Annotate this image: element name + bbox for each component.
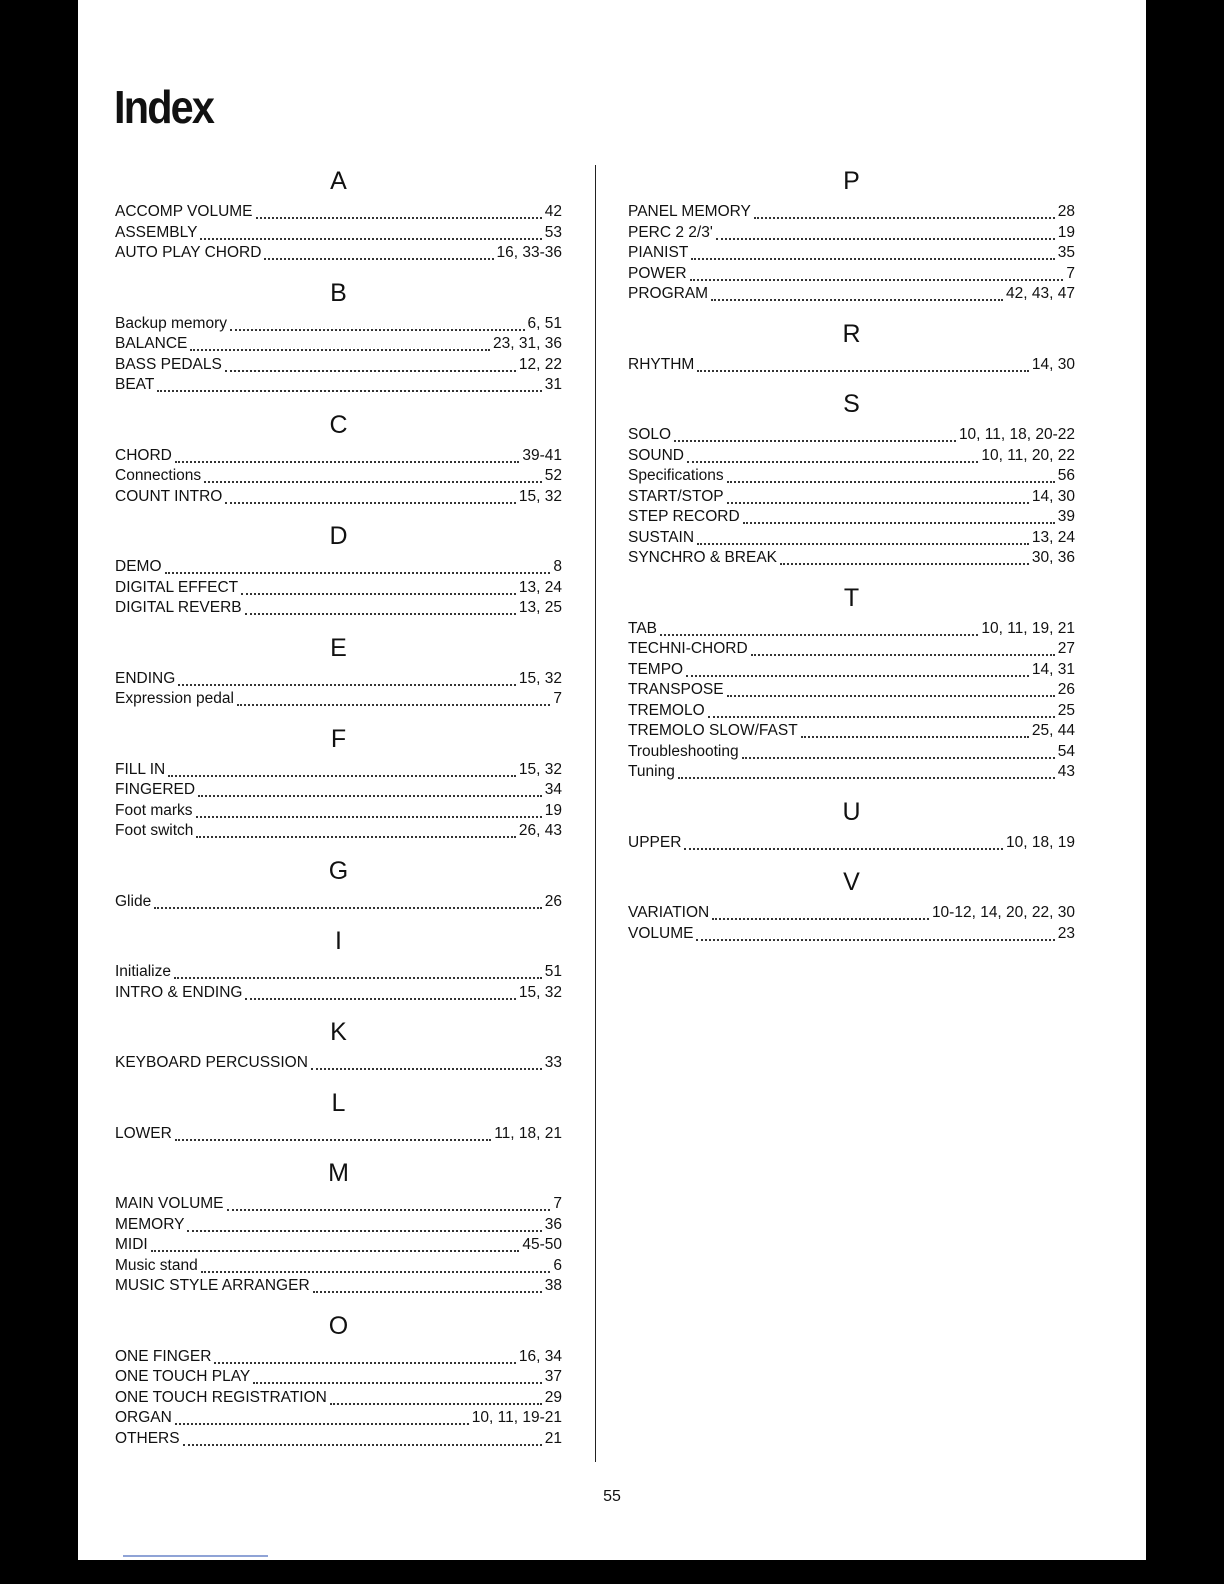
entry-pages: 15, 32	[518, 669, 562, 687]
entry-pages: 13, 25	[518, 599, 562, 616]
index-entry	[115, 1408, 562, 1429]
index-section-u	[628, 791, 1075, 854]
index-entry	[115, 487, 562, 508]
entry-pages: 16, 33-36	[496, 244, 562, 261]
entry-pages: 13, 24	[1031, 528, 1075, 546]
section-letter: B	[330, 278, 347, 307]
leader-dots	[264, 252, 493, 260]
index-entry	[628, 924, 1075, 945]
leader-dots	[151, 1244, 520, 1252]
entry-term: CHORD	[115, 446, 172, 464]
entry-term: TEMPO	[628, 660, 684, 678]
index-entry	[628, 639, 1075, 660]
entry-term: BALANCE	[115, 335, 188, 352]
entry-pages: 25	[1057, 701, 1075, 719]
index-entry	[115, 1215, 562, 1236]
index-entry	[115, 821, 562, 842]
index-entry	[628, 660, 1075, 681]
entry-term: OTHERS	[115, 1429, 180, 1447]
index-column-left	[115, 160, 562, 1449]
entry-term: Tuning	[628, 763, 675, 780]
index-entry	[628, 202, 1075, 223]
entry-term: VARIATION	[628, 904, 710, 921]
entry-pages: 27	[1057, 640, 1075, 657]
entry-term: TRANSPOSE	[628, 681, 724, 698]
leader-dots	[313, 1285, 542, 1293]
entry-term: BEAT	[115, 376, 155, 393]
entry-pages: 28	[1057, 203, 1075, 220]
entry-pages: 23	[1057, 924, 1075, 942]
page-number: 55	[603, 1488, 621, 1505]
index-entry	[115, 689, 562, 710]
section-letter: S	[843, 390, 860, 418]
index-entry	[628, 528, 1075, 549]
entry-term: TAB	[628, 619, 657, 637]
entry-term: POWER	[628, 264, 687, 282]
entry-pages: 14, 30	[1031, 487, 1075, 505]
leader-dots	[214, 1356, 515, 1364]
leader-dots	[674, 434, 956, 442]
index-entry	[628, 223, 1075, 244]
entry-pages: 56	[1057, 467, 1075, 484]
leader-dots	[712, 912, 929, 920]
leader-dots	[711, 293, 1003, 301]
index-entry	[115, 1388, 562, 1409]
leader-dots	[204, 475, 542, 483]
entry-list	[115, 962, 562, 1003]
entry-term: Initialize	[115, 963, 171, 980]
leader-dots	[690, 273, 1064, 281]
entry-list	[115, 557, 562, 619]
index-entry	[115, 375, 562, 396]
section-letter: R	[842, 319, 861, 348]
entry-pages: 26	[544, 892, 562, 910]
leader-dots	[742, 751, 1055, 759]
index-section-a	[115, 160, 562, 264]
entry-term: Foot switch	[115, 822, 194, 839]
index-entry	[628, 507, 1075, 528]
index-entry	[628, 680, 1075, 701]
entry-list	[115, 314, 562, 396]
index-entry	[115, 1429, 562, 1450]
entry-list	[115, 669, 562, 710]
leader-dots	[687, 455, 978, 463]
entry-term: ORGAN	[115, 1409, 172, 1426]
leader-dots	[227, 1203, 551, 1211]
entry-term: MUSIC STYLE ARRANGER	[115, 1277, 310, 1294]
leader-dots	[225, 364, 516, 372]
entry-list	[115, 1347, 562, 1450]
entry-term: PERC 2 2/3'	[628, 223, 713, 241]
entry-pages: 15, 32	[518, 487, 562, 505]
leader-dots	[780, 557, 1029, 565]
index-entry	[115, 557, 562, 578]
section-letter: I	[335, 927, 342, 955]
entry-pages: 7	[1066, 264, 1075, 282]
entry-term: RHYTHM	[628, 355, 695, 373]
leader-dots	[697, 364, 1029, 372]
leader-dots	[253, 1376, 542, 1384]
section-letter: U	[842, 797, 861, 826]
leader-dots	[660, 628, 978, 636]
entry-term: DIGITAL EFFECT	[115, 578, 239, 596]
leader-dots	[801, 730, 1029, 738]
entry-pages: 54	[1057, 742, 1075, 760]
leader-dots	[165, 566, 551, 574]
entry-pages: 29	[544, 1388, 562, 1406]
section-letter: F	[330, 724, 347, 753]
leader-dots	[727, 689, 1055, 697]
leader-dots	[686, 669, 1029, 677]
index-entry	[115, 314, 562, 335]
entry-pages: 26, 43	[518, 822, 562, 839]
entry-pages: 12, 22	[518, 355, 562, 373]
entry-term: COUNT INTRO	[115, 487, 223, 505]
index-page	[78, 0, 1146, 1560]
leader-dots	[183, 1438, 542, 1446]
entry-term: FILL IN	[115, 760, 166, 778]
section-letter: D	[329, 522, 348, 550]
entry-list	[115, 1194, 562, 1297]
entry-term: Connections	[115, 467, 202, 484]
leader-dots	[157, 384, 541, 392]
leader-dots	[678, 771, 1055, 779]
index-entry	[115, 962, 562, 983]
entry-pages: 19	[544, 801, 562, 819]
entry-pages: 6, 51	[527, 314, 562, 332]
leader-dots	[727, 475, 1055, 483]
index-entry	[115, 892, 562, 913]
leader-dots	[225, 496, 516, 504]
entry-term: AUTO PLAY CHORD	[115, 244, 262, 261]
leader-dots	[198, 789, 542, 797]
leader-dots	[168, 769, 516, 777]
entry-pages: 42, 43, 47	[1006, 285, 1075, 302]
index-section-s	[628, 383, 1075, 569]
entry-list	[115, 1053, 562, 1074]
entry-list	[115, 892, 562, 913]
entry-pages: 13, 24	[518, 578, 562, 596]
entry-term: TREMOLO SLOW/FAST	[628, 722, 798, 739]
entry-list	[628, 355, 1075, 376]
entry-term: KEYBOARD PERCUSSION	[115, 1054, 308, 1071]
leader-dots	[256, 211, 542, 219]
entry-pages: 52	[544, 467, 562, 484]
index-section-e	[115, 627, 562, 710]
entry-pages: 25, 44	[1031, 722, 1075, 739]
entry-pages: 23, 31, 36	[493, 335, 562, 352]
index-entry	[628, 903, 1075, 924]
leader-dots	[174, 971, 542, 979]
index-section-g	[115, 850, 562, 913]
section-letter: V	[843, 868, 860, 896]
leader-dots	[330, 1397, 542, 1405]
index-entry	[115, 780, 562, 801]
index-entry	[115, 578, 562, 599]
entry-term: ONE TOUCH PLAY	[115, 1368, 251, 1385]
entry-list	[628, 425, 1075, 569]
entry-term: VOLUME	[628, 924, 694, 942]
index-entry	[115, 983, 562, 1004]
entry-pages: 33	[544, 1054, 562, 1071]
leader-dots	[200, 232, 541, 240]
leader-dots	[751, 648, 1055, 656]
entry-term: ACCOMP VOLUME	[115, 203, 253, 220]
index-entry	[115, 223, 562, 244]
index-entry	[115, 598, 562, 619]
entry-pages: 31	[544, 376, 562, 393]
index-section-t	[628, 577, 1075, 783]
leader-dots	[696, 933, 1054, 941]
section-letter: G	[328, 856, 349, 885]
index-entry	[628, 721, 1075, 742]
entry-pages: 10, 11, 19, 21	[981, 619, 1075, 637]
leader-dots	[175, 1417, 469, 1425]
index-entry	[115, 1194, 562, 1215]
leader-dots	[754, 211, 1055, 219]
index-column-right	[628, 160, 1075, 944]
entry-list	[628, 619, 1075, 783]
index-section-k	[115, 1011, 562, 1074]
index-entry	[115, 669, 562, 690]
section-letter: P	[843, 167, 860, 195]
leader-dots	[196, 830, 516, 838]
index-entry	[115, 1053, 562, 1074]
index-entry	[115, 243, 562, 264]
entry-pages: 6	[553, 1256, 562, 1274]
leader-dots	[154, 901, 542, 909]
index-entry	[628, 466, 1075, 487]
index-section-o	[115, 1305, 562, 1450]
entry-pages: 37	[544, 1368, 562, 1385]
entry-term: Specifications	[628, 467, 724, 484]
entry-list	[115, 1124, 562, 1145]
leader-dots	[311, 1062, 542, 1070]
entry-pages: 8	[553, 558, 562, 575]
entry-pages: 35	[1057, 244, 1075, 261]
section-letter: K	[330, 1018, 347, 1046]
section-letter: C	[329, 410, 348, 439]
leader-dots	[691, 252, 1054, 260]
leader-dots	[727, 496, 1029, 504]
entry-pages: 45-50	[522, 1236, 562, 1253]
entry-term: SOUND	[628, 446, 684, 464]
entry-term: BASS PEDALS	[115, 355, 222, 373]
index-section-p	[628, 160, 1075, 305]
index-section-v	[628, 861, 1075, 944]
entry-list	[115, 446, 562, 508]
entry-pages: 38	[544, 1277, 562, 1294]
index-entry	[115, 1276, 562, 1297]
entry-pages: 15, 32	[518, 983, 562, 1001]
entry-list	[628, 833, 1075, 854]
index-entry	[115, 1347, 562, 1368]
entry-pages: 14, 30	[1031, 355, 1075, 373]
entry-term: Troubleshooting	[628, 742, 739, 760]
leader-dots	[716, 232, 1055, 240]
index-entry	[115, 334, 562, 355]
section-letter: M	[328, 1159, 349, 1187]
entry-term: FINGERED	[115, 781, 196, 798]
entry-pages: 36	[544, 1215, 562, 1233]
index-section-r	[628, 313, 1075, 376]
entry-pages: 7	[553, 690, 562, 707]
entry-pages: 53	[544, 223, 562, 241]
page-title: Index	[114, 81, 214, 133]
entry-term: Expression pedal	[115, 690, 234, 707]
entry-pages: 43	[1057, 763, 1075, 780]
entry-term: SYNCHRO & BREAK	[628, 549, 778, 566]
index-section-d	[115, 515, 562, 619]
entry-term: START/STOP	[628, 487, 724, 505]
leader-dots	[187, 1224, 541, 1232]
index-entry	[628, 487, 1075, 508]
index-entry	[115, 202, 562, 223]
leader-dots	[196, 810, 542, 818]
index-entry	[628, 701, 1075, 722]
entry-pages: 16, 34	[518, 1347, 562, 1365]
entry-pages: 14, 31	[1031, 660, 1075, 678]
leader-dots	[245, 607, 516, 615]
section-letter: L	[331, 1088, 346, 1117]
index-entry	[115, 801, 562, 822]
section-letter: O	[328, 1311, 349, 1340]
entry-term: STEP RECORD	[628, 508, 740, 525]
index-entry	[115, 1235, 562, 1256]
entry-term: INTRO & ENDING	[115, 983, 243, 1001]
entry-term: Backup memory	[115, 314, 227, 332]
entry-pages: 15, 32	[518, 760, 562, 778]
index-entry	[628, 619, 1075, 640]
index-entry	[115, 446, 562, 467]
entry-pages: 10, 11, 18, 20-22	[958, 426, 1075, 443]
entry-term: ONE FINGER	[115, 1347, 212, 1365]
entry-pages: 39	[1057, 508, 1075, 525]
column-divider	[595, 165, 596, 1462]
leader-dots	[175, 1133, 491, 1141]
entry-term: MEMORY	[115, 1215, 185, 1233]
index-section-c	[115, 404, 562, 508]
index-entry	[628, 355, 1075, 376]
leader-dots	[190, 343, 490, 351]
entry-term: PIANIST	[628, 244, 689, 261]
leader-dots	[743, 516, 1055, 524]
scan-mark	[123, 1555, 268, 1557]
index-entry	[628, 446, 1075, 467]
index-entry	[115, 1367, 562, 1388]
entry-pages: 19	[1057, 223, 1075, 241]
index-entry	[628, 742, 1075, 763]
entry-term: UPPER	[628, 833, 682, 851]
index-section-i	[115, 920, 562, 1003]
entry-pages: 34	[544, 781, 562, 798]
entry-pages: 7	[553, 1195, 562, 1212]
leader-dots	[684, 842, 1003, 850]
index-entry	[628, 264, 1075, 285]
index-entry	[115, 760, 562, 781]
entry-term: TECHNI-CHORD	[628, 640, 748, 657]
entry-list	[628, 202, 1075, 305]
index-entry	[115, 1256, 562, 1277]
index-entry	[628, 425, 1075, 446]
entry-term: ENDING	[115, 669, 176, 687]
entry-pages: 42	[544, 203, 562, 220]
index-entry	[628, 284, 1075, 305]
entry-term: MIDI	[115, 1236, 148, 1253]
entry-pages: 10, 11, 19-21	[471, 1409, 562, 1426]
entry-list	[115, 760, 562, 842]
index-section-f	[115, 718, 562, 842]
entry-term: ONE TOUCH REGISTRATION	[115, 1388, 327, 1406]
entry-term: PROGRAM	[628, 285, 709, 302]
entry-pages: 11, 18, 21	[494, 1124, 562, 1142]
index-entry	[628, 243, 1075, 264]
entry-term: SOLO	[628, 426, 672, 443]
entry-term: DIGITAL REVERB	[115, 599, 242, 616]
entry-list	[628, 903, 1075, 944]
entry-term: TREMOLO	[628, 701, 705, 719]
entry-term: SUSTAIN	[628, 528, 695, 546]
entry-pages: 21	[544, 1429, 562, 1447]
leader-dots	[178, 678, 516, 686]
leader-dots	[237, 698, 550, 706]
index-entry	[115, 1124, 562, 1145]
leader-dots	[201, 1265, 551, 1273]
section-letter: A	[330, 167, 347, 195]
entry-pages: 10-12, 14, 20, 22, 30	[931, 904, 1075, 921]
index-entry	[628, 548, 1075, 569]
index-section-b	[115, 272, 562, 396]
section-letter: E	[330, 633, 347, 662]
index-section-l	[115, 1082, 562, 1145]
entry-term: ASSEMBLY	[115, 223, 198, 241]
entry-term: Glide	[115, 892, 152, 910]
index-entry	[628, 833, 1075, 854]
leader-dots	[245, 992, 515, 1000]
index-entry	[115, 355, 562, 376]
leader-dots	[708, 710, 1055, 718]
entry-term: LOWER	[115, 1124, 172, 1142]
section-letter: T	[843, 583, 860, 612]
entry-term: PANEL MEMORY	[628, 203, 751, 220]
entry-term: MAIN VOLUME	[115, 1195, 224, 1212]
entry-list	[115, 202, 562, 264]
entry-pages: 51	[544, 963, 562, 980]
leader-dots	[230, 323, 525, 331]
entry-term: DEMO	[115, 558, 162, 575]
index-entry	[115, 466, 562, 487]
leader-dots	[241, 587, 516, 595]
entry-pages: 39-41	[522, 446, 562, 464]
entry-term: Foot marks	[115, 801, 193, 819]
entry-pages: 26	[1057, 681, 1075, 698]
entry-pages: 10, 18, 19	[1006, 833, 1075, 851]
leader-dots	[697, 537, 1029, 545]
index-entry	[628, 762, 1075, 783]
entry-pages: 10, 11, 20, 22	[981, 446, 1075, 464]
leader-dots	[175, 455, 520, 463]
entry-term: Music stand	[115, 1256, 198, 1274]
index-section-m	[115, 1152, 562, 1297]
entry-pages: 30, 36	[1031, 549, 1075, 566]
